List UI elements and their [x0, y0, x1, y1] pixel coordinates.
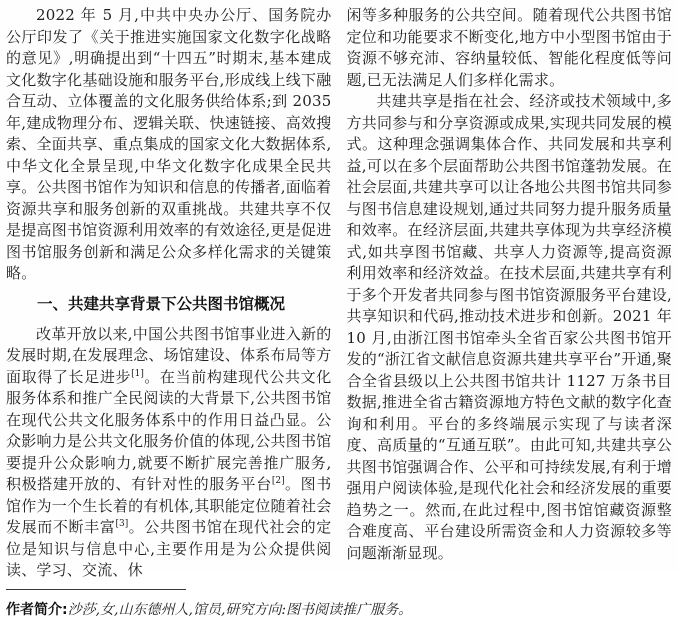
overview-text-segment: 。公共图书馆在现代社会的定位是知识与信息中心,主要作用是为公众提供阅读、学习、交流、休 — [6, 518, 332, 579]
left-column — [6, 5, 332, 582]
author-bio-label: 作者简介: — [6, 601, 68, 618]
overview-text-segment: 。图书馆作为一个生长着的有机体,其职能定位随着社会发展而不断丰富 — [6, 475, 332, 536]
right-column — [347, 5, 673, 582]
section-heading: 一、共建共享背景下公共图书馆概况 — [37, 294, 286, 313]
citation-ref-3: [3] — [115, 519, 129, 529]
citation-ref-2: [2] — [271, 476, 285, 486]
overview-paragraph — [6, 324, 332, 582]
intro-paragraph: 2022 年 5 月,中共中央办公厅、国务院办公厅印发了《关于推进实施国家文化数字化战略的意见》,明确提出到“十四五”时期末,基本建成文化数字化基础设施和服务平台,形成线上线下融合互动、立体覆盖的文化服务供给体系;到 2035 年,建成物理分布、逻辑关联、快速链接、高效搜索、全面共享、重点集成的国家文化大数据体系,中华文化全景呈现,中华文化数字化成果全民共享。公共图书馆作为知识和信息的传播者,面临着资源共享和服务创新的双重挑战。共建共享不仅是提高图书馆资源利用效率的有效途径,更是促进图书馆服务创新和满足公众多样化需求的关键策略。 — [6, 6, 332, 282]
author-bio-text: 沙莎,女,山东德州人,馆员,研究方向:图书阅读推广服务。 — [67, 601, 413, 618]
overview-text-segment: 改革开放以来,中国公共图书馆事业进入新的发展时期,在发展理念、场馆建设、体系布局等方面取得了长足进步 — [6, 324, 332, 386]
overview-paragraph-continued: 闲等多种服务的公共空间。随着现代公共图书馆定位和功能要求不断变化,地方中小型图书馆由于资源不够充沛、容纳量较低、智能化程度低等问题,已无法满足人们多样化需求。 — [346, 6, 672, 89]
two-column-layout — [6, 5, 672, 582]
overview-text-segment: 。在当前构建现代公共文化服务体系和推广全民阅读的大背景下,公共图书馆在现代公共文化服务体系中的作用日益凸显。公众影响力是公共文化服务价值的体现,公共图书馆要提升公众影响力,就要不断扩展完善推广服务,积极搭建开放的、有针对性的服务平台 — [6, 367, 332, 493]
citation-ref-1: [1] — [131, 368, 144, 379]
gongjian-gongxiang-paragraph: 共建共享是指在社会、经济或技术领域中,多方共同参与和分享资源或成果,实现共同发展的模式。这种理念强调集体合作、共同发展和共享利益,可以在多个层面帮助公共图书馆蓬勃发展。在社会层面,共建共享可以让各地公共图书馆共同参与图书信息建设规划,通过共同努力提升服务质量和效率。在经济层面,共建共享体现为共享经济模式,如共享图书馆藏、共享人力资源等,提高资源利用效率和经济效益。在技术层面,共建共享有利于多个开发者共同参与图书馆资源服务平台建设,共享知识和代码,推动技术进步和创新。2021 年 10 月,由浙江图书馆牵头全省百家公共图书馆开发的“浙江省文献信息资源共建共享平台”开通,聚合全省县级以上公共图书馆共计 1127 万条书目数据,推进全省古籍资源地方特色文献的数字化查询和利用。平台的多终端展示实现了与读者深度、高质量的“互通互联”。由此可知,共建共享公共图书馆强调合作、公平和可持续发展,有利于增强用户阅读体验,是现代化社会和经济发展的重要趋势之一。然而,在此过程中,图书馆馆藏资源整合难度高、平台建设所需资金和人力资源较多等问题渐渐显现。 — [346, 92, 672, 562]
footnote-divider — [6, 589, 186, 590]
author-bio-footnote — [6, 600, 672, 620]
